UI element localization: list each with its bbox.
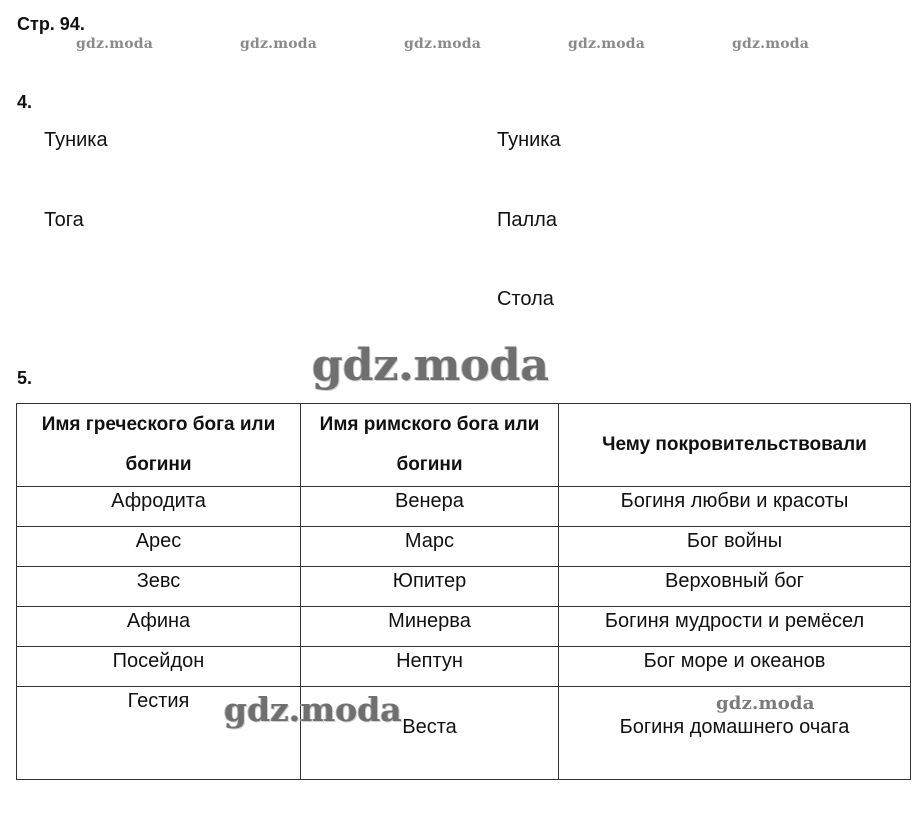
gods-table [16,403,911,780]
roman-god-cell: Венера [301,487,559,527]
greek-god-name: Гестия [127,690,190,712]
watermark: gdz.moda [732,36,810,52]
roman-god-cell: Юпитер [301,567,559,607]
watermark-large: gdz.moda [312,340,550,391]
garment-label: Тога [44,209,84,231]
greek-god-cell: Афродита [17,487,301,527]
garment-label: Стола [497,288,554,310]
column-header: Имя римского бога или богини [301,404,559,487]
watermark: gdz.moda [404,36,482,52]
greek-god-cell: Посейдон [17,647,301,687]
greek-god-cell: Зевс [17,567,301,607]
greek-god-cell: Афина [17,607,301,647]
patronage-cell: Богиня мудрости и ремёсел [559,607,911,647]
patronage-cell: Верховный бог [559,567,911,607]
column-header: Имя греческого бога или богини [17,404,301,487]
roman-god-name: Веста [402,716,457,738]
roman-god-cell: Минерва [301,607,559,647]
table-row [17,487,911,527]
watermark: gdz.moda [568,36,646,52]
watermark: gdz.moda [76,36,154,52]
table-row [17,607,911,647]
patronage-text: Богиня домашнего очага [619,716,850,738]
table-row [17,527,911,567]
watermark: gdz.moda [240,36,318,52]
page-title: Стр. 94. [17,14,85,34]
garment-label: Палла [497,209,557,231]
greek-god-cell: Арес [17,527,301,567]
table-row [17,647,911,687]
roman-god-cell: Нептун [301,647,559,687]
task-4-number: 4. [17,92,33,112]
patronage-cell: Бог море и океанов [559,647,911,687]
table-row [17,567,911,607]
roman-god-cell: Марс [301,527,559,567]
patronage-cell: Богиня любви и красоты [559,487,911,527]
column-header: Чему покровительствовали [559,404,911,487]
garment-label: Туника [44,129,108,151]
garment-label: Туника [497,129,561,151]
table-header-row [17,404,911,487]
watermark-table: gdz.moda [224,690,402,729]
watermark-table: gdz.moda [716,693,815,714]
task-5-number: 5. [17,368,33,388]
patronage-cell: Бог войны [559,527,911,567]
